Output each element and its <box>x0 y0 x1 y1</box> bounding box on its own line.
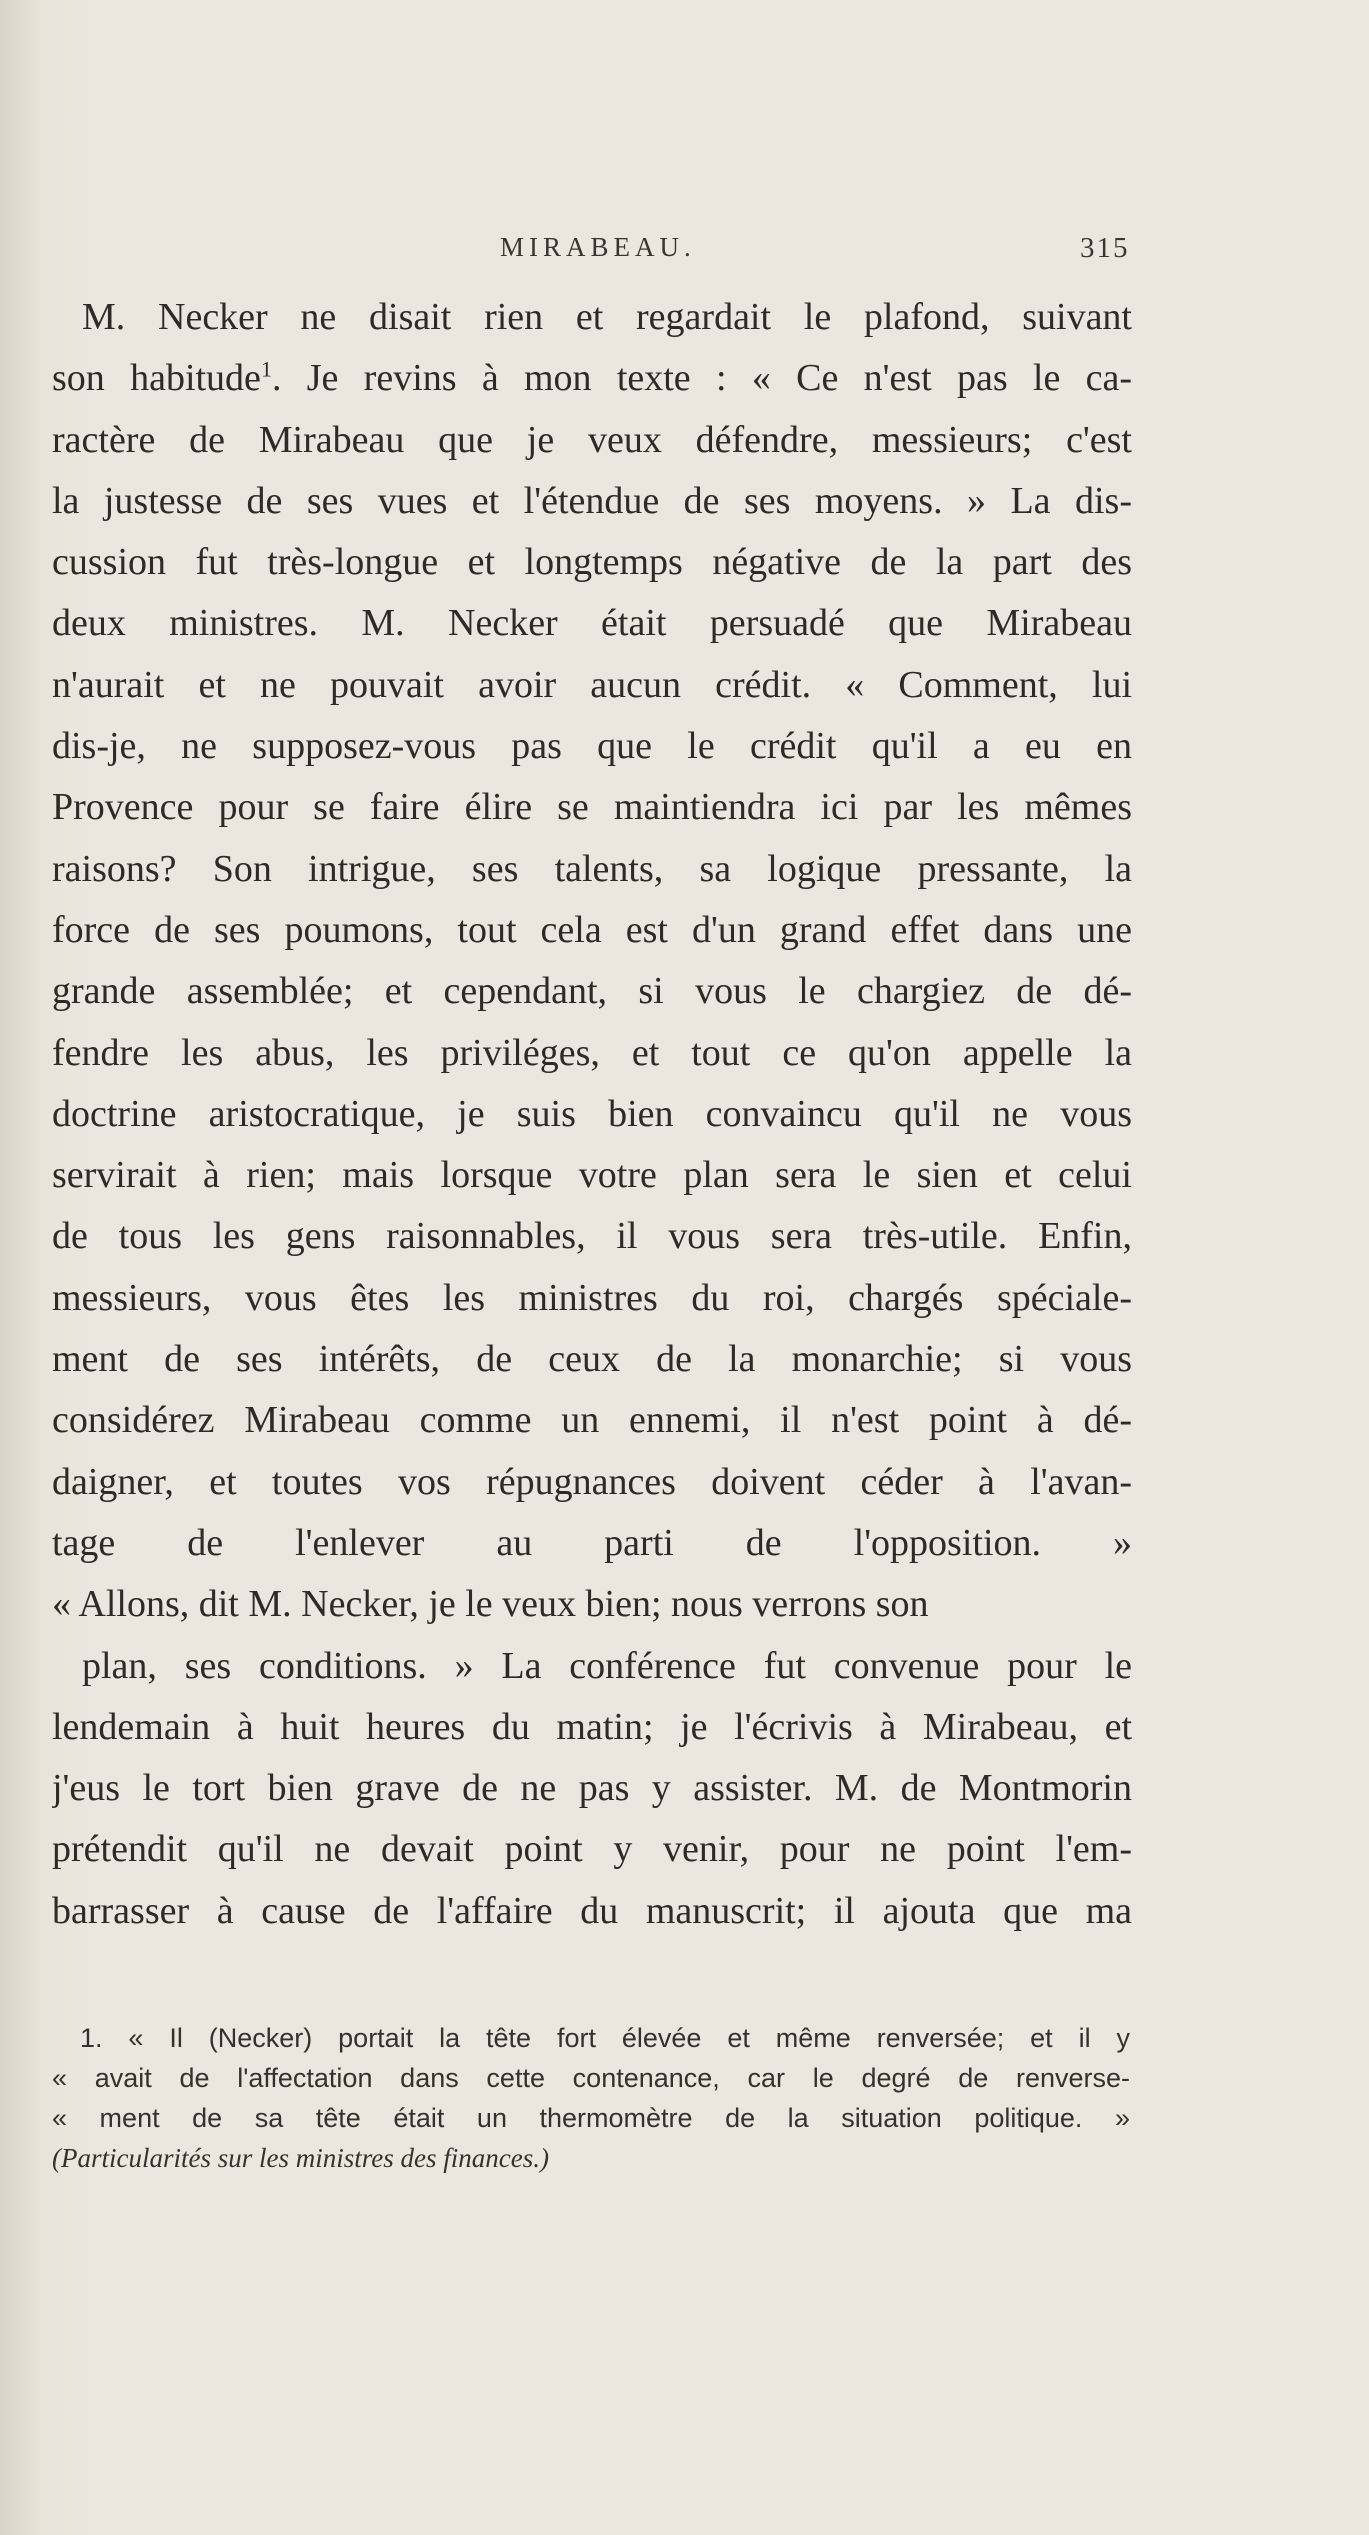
text-line: messieurs, vous êtes les ministres du roi, chargés spéciale- <box>52 1276 1132 1319</box>
running-title: MIRABEAU. <box>500 232 696 262</box>
text-line: ment de ses intérêts, de ceux de la monarchie; si vous <box>52 1338 1132 1381</box>
text-line: M. Necker ne disait rien et regardait le plafond, suivant <box>82 296 1132 338</box>
text-line: n'aurait et ne pouvait avoir aucun crédit. « Comment, lui <box>52 663 1132 706</box>
text-line <box>52 1942 1132 2003</box>
text-line: barrasser à cause de l'affaire du manuscrit; il ajouta que ma <box>52 1889 1132 1932</box>
page-number: 315 <box>1080 232 1130 264</box>
body-text <box>52 287 1132 2003</box>
text-line: plan, ses conditions. » La conférence fut convenue pour le <box>82 1644 1132 1687</box>
text-line: raisons? Son intrigue, ses talents, sa logique pressante, la <box>52 847 1132 890</box>
text-line: dis-je, ne supposez-vous pas que le crédit qu'il a eu en <box>52 725 1132 768</box>
text-line: de tous les gens raisonnables, il vous sera très-utile. Enfin, <box>52 1215 1132 1258</box>
text-line: doctrine aristocratique, je suis bien convaincu qu'il ne vous <box>52 1092 1132 1135</box>
text-line: servirait à rien; mais lorsque votre plan sera le sien et celui <box>52 1154 1132 1197</box>
footnote-reference: 1 <box>260 356 272 382</box>
running-head <box>0 232 1369 272</box>
text-line: considérez Mirabeau comme un ennemi, il n'est point à dé- <box>52 1399 1132 1442</box>
footnote-line: « avait de l'affectation dans cette contenance, car le degré de renverse- <box>52 2063 1130 2093</box>
text-line: j'eus le tort bien grave de ne pas y assister. M. de Montmorin <box>52 1767 1132 1810</box>
footnote-line: « ment de sa tête était un thermomètre de la situation politique. » <box>52 2103 1130 2133</box>
text-line: « Allons, dit M. Necker, je le veux bien; nous verrons son <box>52 1583 929 1626</box>
text-line: force de ses poumons, tout cela est d'un grand effet dans une <box>52 908 1132 951</box>
text-line: cussion fut très-longue et longtemps négative de la part des <box>52 541 1132 584</box>
text-line: deux ministres. M. Necker était persuadé que Mirabeau <box>52 602 1132 645</box>
footnotes <box>52 2018 1130 2178</box>
footnote-line: 1. « Il (Necker) portait la tête fort élevée et même renversée; et il y <box>80 2023 1130 2053</box>
text-line: Provence pour se faire élire se maintiendra ici par les mêmes <box>52 786 1132 829</box>
text-line: prétendit qu'il ne devait point y venir, pour ne point l'em- <box>52 1828 1132 1871</box>
text-line: grande assemblée; et cependant, si vous le chargiez de dé- <box>52 970 1132 1013</box>
text-line: tage de l'enlever au parti de l'opposition. » <box>52 1521 1132 1564</box>
footnote-source: (Particularités sur les ministres des finances.) <box>52 2143 549 2173</box>
text-line: fendre les abus, les priviléges, et tout ce qu'on appelle la <box>52 1031 1132 1074</box>
text-line: la justesse de ses vues et l'étendue de ses moyens. » La dis- <box>52 479 1132 522</box>
text-line: ractère de Mirabeau que je veux défendre, messieurs; c'est <box>52 418 1132 461</box>
text-line: lendemain à huit heures du matin; je l'écrivis à Mirabeau, et <box>52 1705 1132 1748</box>
text-line: son habitude$^1$. Je revins à mon texte : « Ce n'est pas le ca- <box>52 356 1132 400</box>
text-line: daigner, et toutes vos répugnances doivent céder à l'avan- <box>52 1460 1132 1503</box>
